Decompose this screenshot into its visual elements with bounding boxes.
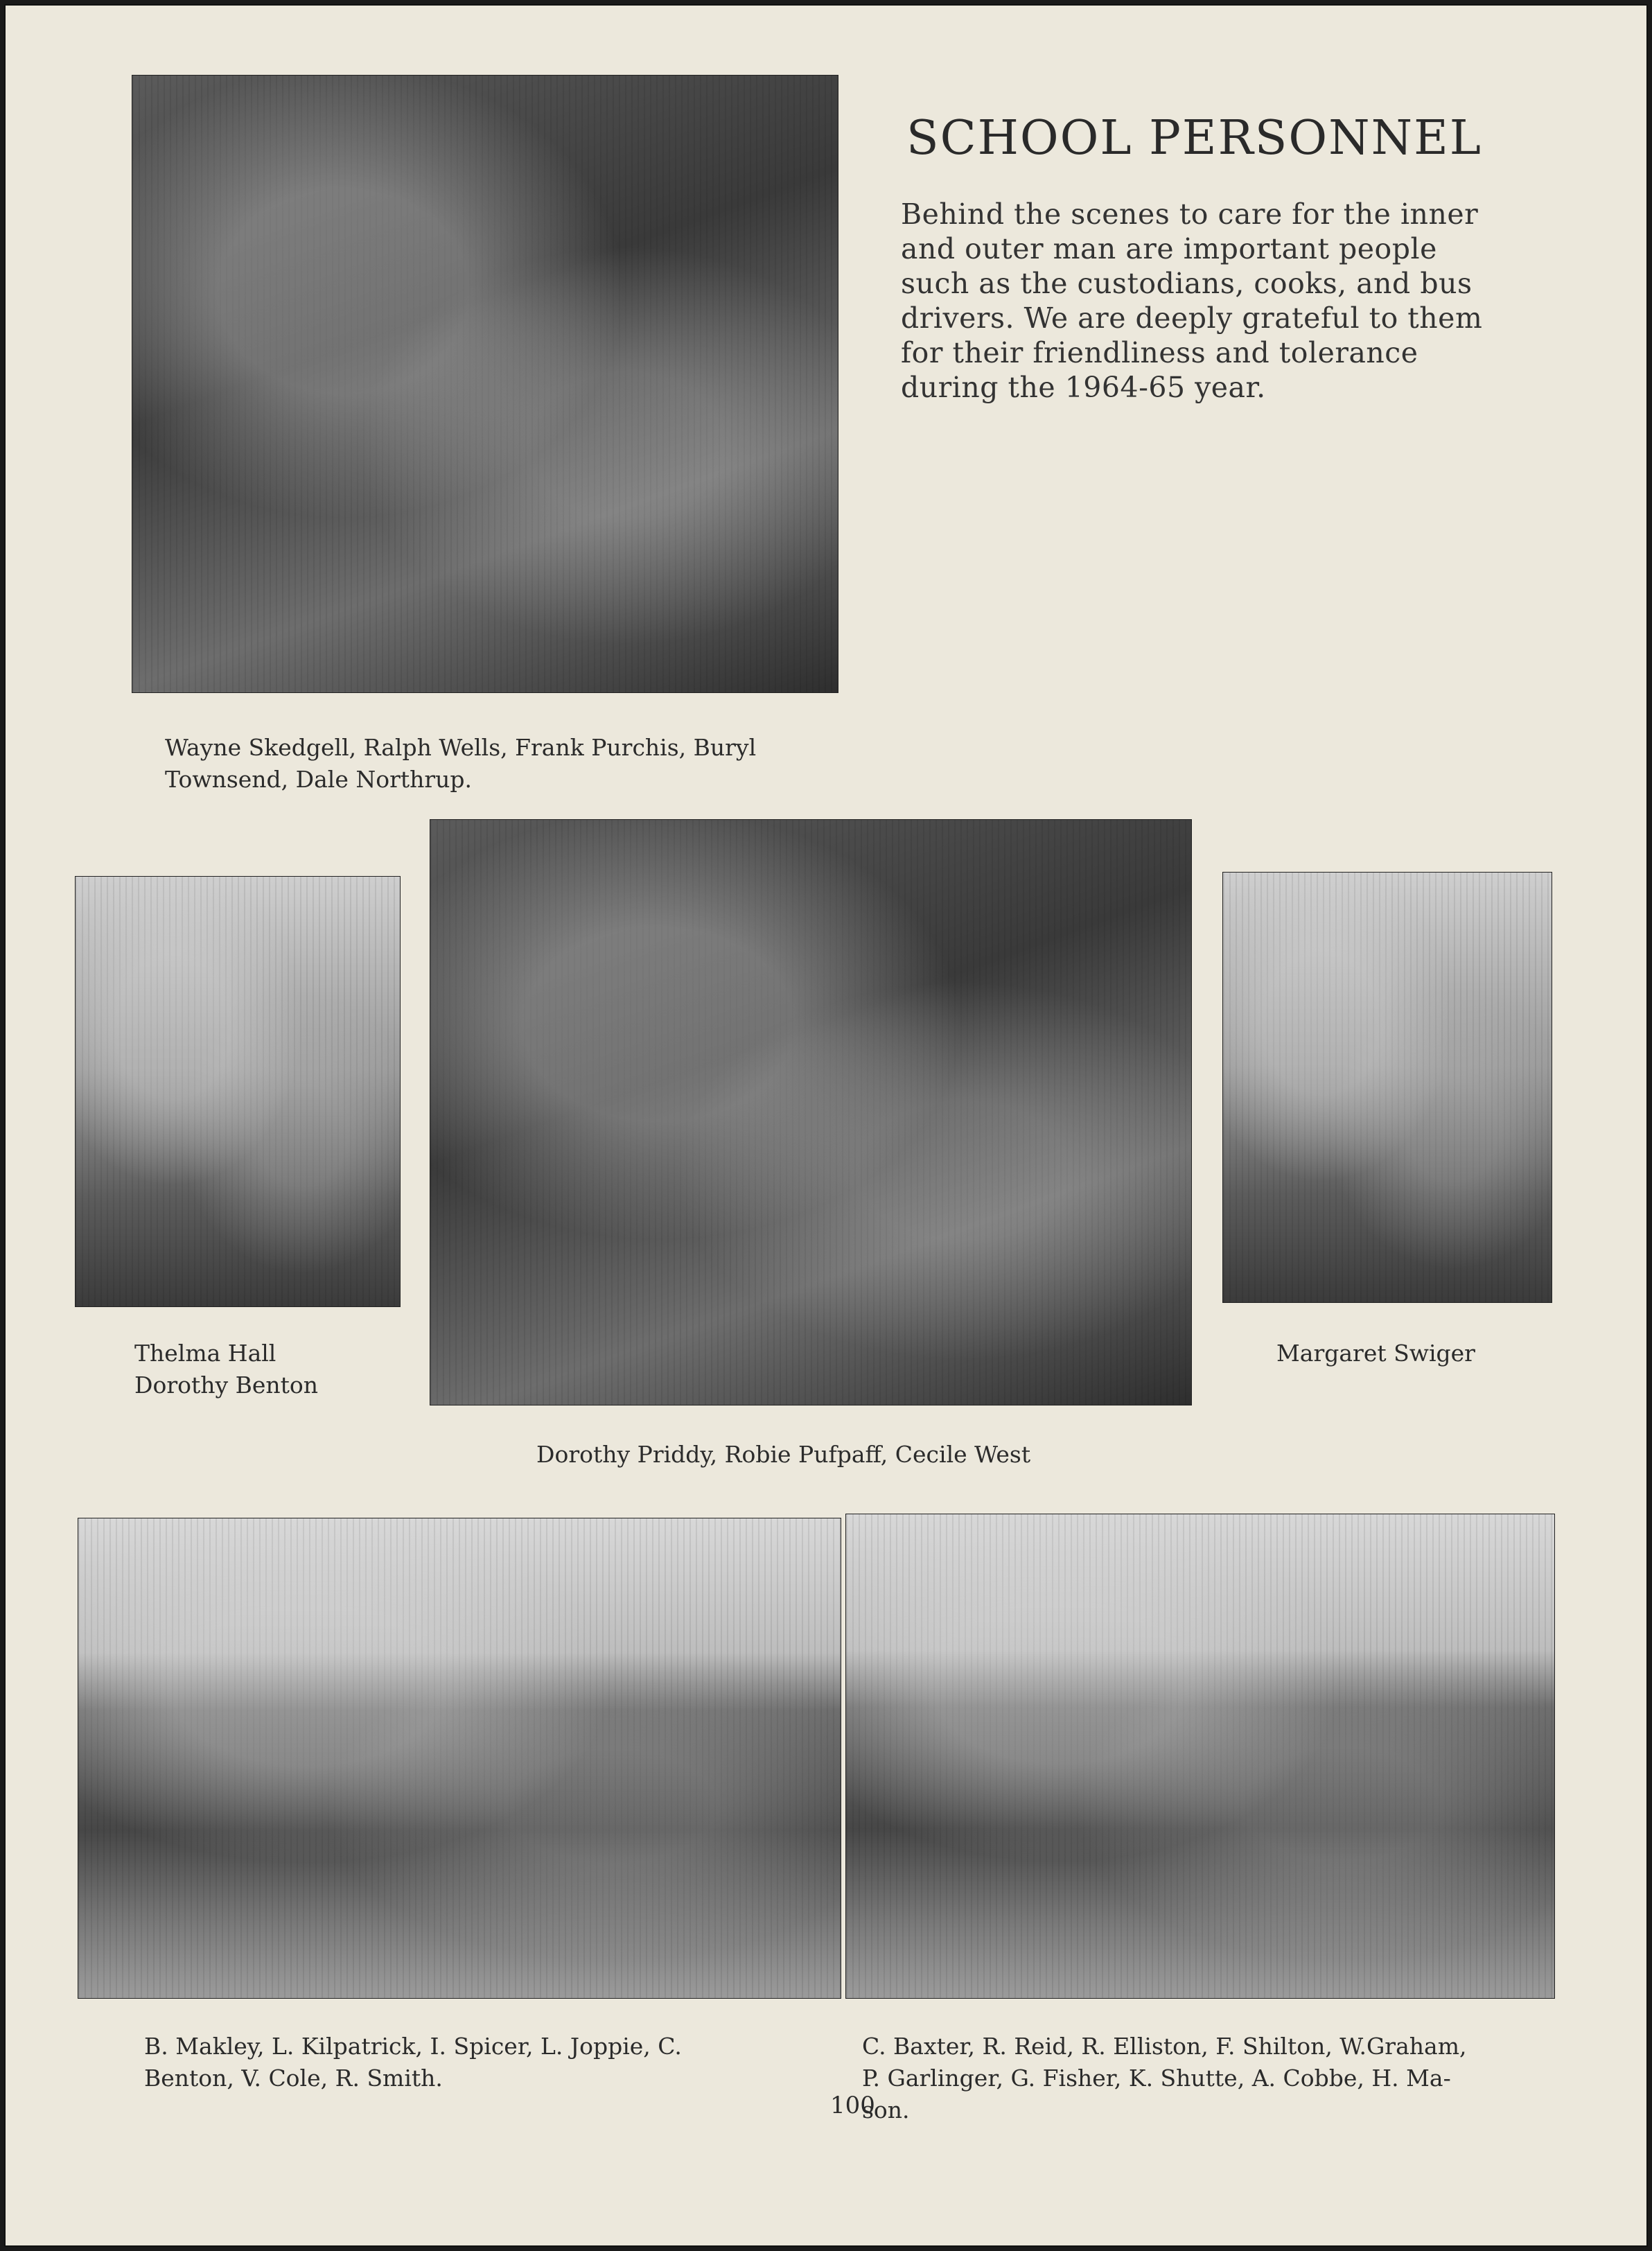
- cooks-left-caption: [134, 1338, 318, 1401]
- caption-line: Wayne Skedgell, Ralph Wells, Frank Purchis, Buryl: [165, 734, 757, 761]
- intro-line: Behind the scenes to care for the inner: [901, 198, 1479, 231]
- bus-drivers-right-photo: [845, 1514, 1555, 1999]
- caption-line: Dorothy Benton: [134, 1372, 319, 1399]
- page-number: 100: [830, 2092, 875, 2119]
- intro-line: for their friendliness and tolerance: [901, 336, 1418, 369]
- caption-line: Townsend, Dale Northrup.: [165, 766, 473, 793]
- page-title: SCHOOL PERSONNEL: [906, 111, 1482, 166]
- intro-paragraph: [901, 197, 1580, 405]
- caption-line: C. Baxter, R. Reid, R. Elliston, F. Shilton, W.Graham,: [862, 2033, 1467, 2060]
- cooks-right-caption: [1276, 1338, 1475, 1369]
- caption-line: P. Garlinger, G. Fisher, K. Shutte, A. Cobbe, H. Ma-: [862, 2065, 1451, 2092]
- caption-line: B. Makley, L. Kilpatrick, I. Spicer, L. Joppie, C.: [144, 2033, 682, 2060]
- caption-line: Thelma Hall: [134, 1340, 276, 1367]
- caption-line: Dorothy Priddy, Robie Pufpaff, Cecile West: [536, 1441, 1031, 1468]
- intro-line: drivers. We are deeply grateful to them: [901, 301, 1483, 335]
- cooks-left-photo: [75, 876, 401, 1307]
- caption-line: son.: [862, 2096, 910, 2123]
- bus-drivers-left-photo: [78, 1518, 841, 1999]
- intro-line: during the 1964-65 year.: [901, 371, 1266, 404]
- bus-left-caption: [144, 2031, 682, 2094]
- cooks-right-photo: [1222, 872, 1552, 1303]
- intro-line: and outer man are important people: [901, 232, 1437, 265]
- caption-line: Benton, V. Cole, R. Smith.: [144, 2065, 443, 2092]
- custodians-caption: [165, 732, 756, 796]
- yearbook-page: [4, 4, 1648, 2247]
- caption-line: Margaret Swiger: [1276, 1340, 1475, 1367]
- custodians-photo: [132, 75, 838, 693]
- cooks-center-photo: [430, 819, 1192, 1405]
- intro-line: such as the custodians, cooks, and bus: [901, 267, 1473, 300]
- cooks-center-caption: [536, 1439, 1030, 1471]
- bus-right-caption: [862, 2031, 1466, 2126]
